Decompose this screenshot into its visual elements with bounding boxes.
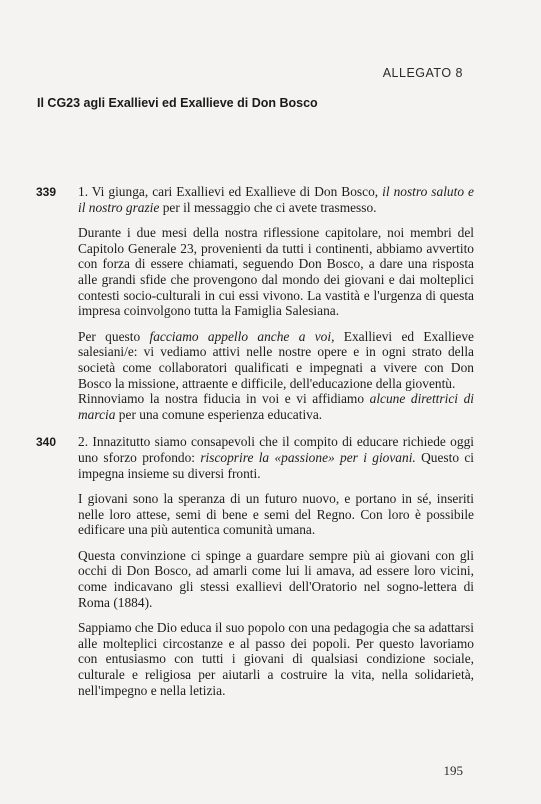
paragraph-340-3: Questa convinzione ci spinge a guardare sempre più ai giovani con gli occhi di Don Bosco, ad amarli come lui li amava, ad essere loro vicini, come indicavano gli stessi exallievi dell'Oratorio nel sogno-lettera di Roma (1884). <box>78 547 474 610</box>
text-run: Exallievi ed Exallieve salesiani/e: vi vediamo attivi nelle nostre opere e in ogni strato della società come collaboratori qualificati e impegnati a vivere con Don Bosco la missione, attraente e difficile, dell'educazione della gioventù. <box>78 328 474 391</box>
italic-run: alcune direttrici di marcia <box>78 391 474 422</box>
paragraph-340-4: Sappiamo che Dio educa il suo popolo con una pedagogia che sa adattarsi alle molteplici circostanze e al passo dei popoli. Per questo lavoriamo con entusiasmo con tutti i giovani di qualsiasi condizione sociale, culturale e religiosa per aiutarli a costruire la vita, nella solidarietà, nell'impegno e nella letizia. <box>78 620 474 698</box>
document-title: Il CG23 agli Exallievi ed Exallieve di Don Bosco <box>37 96 318 110</box>
paragraph-340-2: I giovani sono la speranza di un futuro nuovo, e portano in sé, inseriti nelle loro attese, semi di bene e semi del Regno. Con loro è possibile edificare una più autentica comunità umana. <box>78 491 474 538</box>
section-339 <box>36 184 474 422</box>
italic-run: il nostro saluto e il nostro grazie <box>78 184 474 215</box>
running-head: ALLEGATO 8 <box>382 66 463 80</box>
text-run: per il messaggio che ci avete trasmesso. <box>159 199 377 215</box>
text-run: 2. Innazitutto siamo consapevoli che il compito di educare richiede oggi uno sforzo profondo: <box>78 434 474 465</box>
paragraph-340-1 <box>78 434 474 481</box>
paragraph-number-340: 340 <box>36 435 57 450</box>
paragraph-339-3 <box>78 329 474 391</box>
text-run: Rinnoviamo la nostra fiducia in voi e vi affidiamo <box>78 391 370 407</box>
page-number: 195 <box>443 763 463 778</box>
section-340 <box>36 434 475 698</box>
italic-run: riscoprire la «passione» per i giovani. <box>200 449 416 465</box>
text-run: 1. Vi giunga, cari Exallievi ed Exallieve di Don Bosco, <box>78 184 383 199</box>
paragraph-number-339: 339 <box>36 185 57 199</box>
document-body <box>36 184 475 708</box>
text-run: Questo ci impegna insieme su diversi fronti. <box>78 449 475 481</box>
paragraph-339-4 <box>78 391 474 422</box>
paragraph-339-2: Durante i due mesi della nostra riflessione capitolare, noi membri del Capitolo Generale 23, provenienti da tutti i continenti, abbiamo avvertito con forza di essere chiamati, seguendo Don Bosco, a dare una risposta alle grandi sfide che provengono dal mondo dei giovani e dai molteplici contesti socio-culturali in cui essi vivono. La vastità e l'urgenza di questa impresa coinvolgono tutta la Famiglia Salesiana. <box>78 225 474 319</box>
text-run: per una comune esperienza educativa. <box>115 406 323 422</box>
text-run: Per questo <box>78 328 150 344</box>
italic-run: facciamo appello anche a voi, <box>149 328 335 344</box>
paragraph-339-1 <box>78 184 474 215</box>
